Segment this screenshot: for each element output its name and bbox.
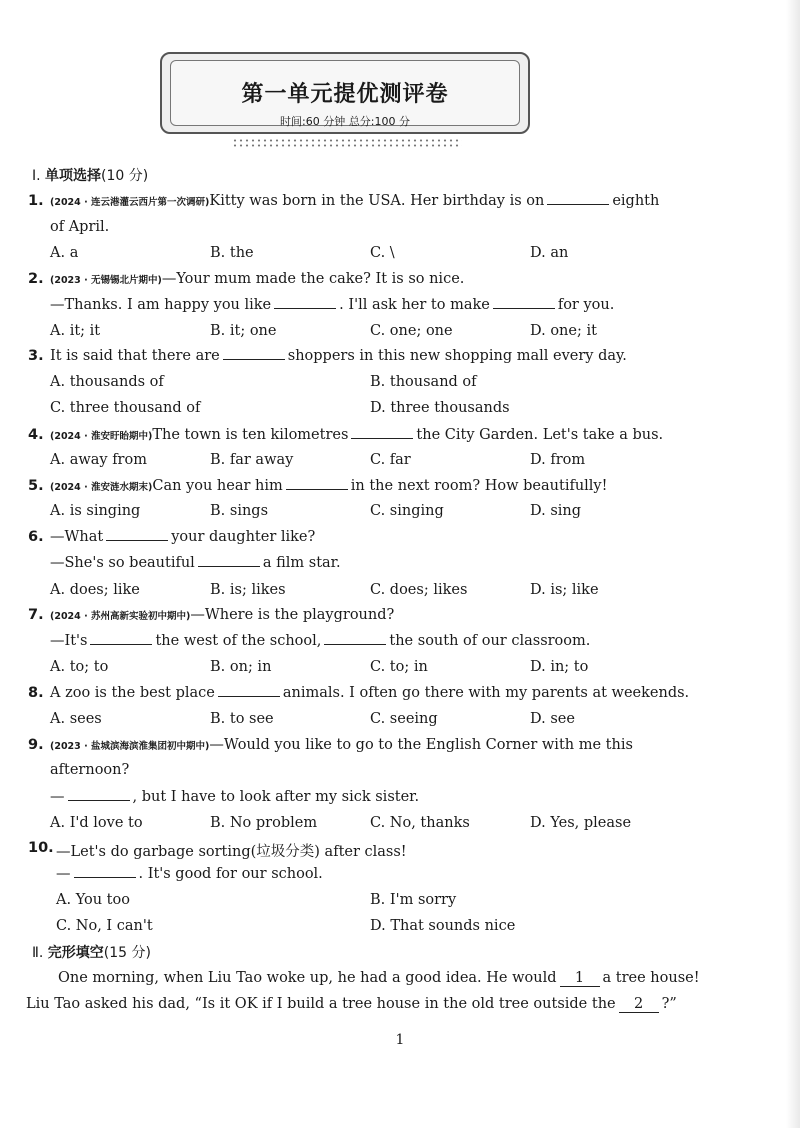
q8-blank[interactable] <box>218 695 280 697</box>
q9-blank[interactable] <box>68 799 130 801</box>
passage-line-2 <box>26 996 677 1013</box>
q2-option-d[interactable]: D. one; it <box>530 323 597 339</box>
q5-source: (2024 · 淮安涟水期末) <box>50 482 153 493</box>
q1-blank[interactable] <box>547 203 609 205</box>
decorative-dots <box>232 138 462 148</box>
q6-option-c[interactable]: C. does; likes <box>370 582 468 598</box>
q9-text: —Would you like to go to the English Corner with me this <box>209 737 633 753</box>
q2-line2 <box>50 297 614 313</box>
q9-text-a: — <box>50 789 65 805</box>
q10-text-a: — <box>56 866 71 882</box>
title-inner-frame <box>170 60 520 126</box>
passage-text-2b: ?” <box>661 996 677 1012</box>
q5-option-a[interactable]: A. is singing <box>50 503 141 519</box>
q7-source: (2024 · 苏州高新实验初中期中) <box>50 611 191 622</box>
q7-blank-2[interactable] <box>324 643 386 645</box>
q9-source: (2023 · 盐城滨海滨淮集团初中期中) <box>50 741 210 752</box>
q5-option-c[interactable]: C. singing <box>370 503 444 519</box>
q6-number: 6. <box>28 529 44 545</box>
q7-text-a: —It's <box>50 633 88 649</box>
q7-option-b[interactable]: B. on; in <box>210 659 272 675</box>
q4-text-b: the City Garden. Let's take a bus. <box>416 427 664 443</box>
passage-text-1a: One morning, when Liu Tao woke up, he had a good idea. He would <box>58 970 557 986</box>
q2-number: 2. <box>28 271 44 287</box>
q1-number: 1. <box>28 193 44 209</box>
section-2-score: (15 分) <box>103 945 151 961</box>
q7-option-a[interactable]: A. to; to <box>50 659 109 675</box>
q8-text-b: animals. I often go there with my parents at weekends. <box>282 685 690 701</box>
q6-blank-2[interactable] <box>198 565 260 567</box>
page-number: 1 <box>395 1032 405 1048</box>
q2-line1 <box>50 271 464 287</box>
q2-option-c[interactable]: C. one; one <box>370 323 453 339</box>
q6-text-b: your daughter like? <box>171 529 316 545</box>
q8-option-b[interactable]: B. to see <box>210 711 274 727</box>
q9-line2: afternoon? <box>50 762 130 778</box>
q7-text-b: the west of the school, <box>155 633 322 649</box>
q1-option-b[interactable]: B. the <box>210 245 254 261</box>
q10-line2 <box>56 866 323 882</box>
q6-text-c: —She's so beautiful <box>50 555 195 571</box>
passage-text-1b: a tree house! <box>602 970 700 986</box>
section-1-heading <box>32 165 148 185</box>
time-score-info: 时间:60 分钟 总分:100 分 <box>280 115 410 128</box>
q4-blank[interactable] <box>351 437 413 439</box>
q5-number: 5. <box>28 478 44 494</box>
q8-option-c[interactable]: C. seeing <box>370 711 438 727</box>
q4-line1 <box>50 427 663 443</box>
q1-option-a[interactable]: A. a <box>50 245 79 261</box>
q2-text-a: —Thanks. I am happy you like <box>50 297 272 313</box>
section-2-heading <box>32 942 151 962</box>
q10-option-a[interactable]: A. You too <box>56 892 130 908</box>
q1-source: (2024 · 连云港灌云西片第一次调研) <box>50 197 210 208</box>
q6-option-a[interactable]: A. does; like <box>50 582 140 598</box>
q6-option-b[interactable]: B. is; likes <box>210 582 286 598</box>
q3-blank[interactable] <box>223 358 285 360</box>
q2-text-c: for you. <box>557 297 615 313</box>
q9-option-a[interactable]: A. I'd love to <box>50 815 143 831</box>
q7-line2 <box>50 633 590 649</box>
passage-blank-1[interactable]: 1 <box>560 970 600 987</box>
q3-line1 <box>50 348 627 364</box>
q8-option-d[interactable]: D. see <box>530 711 575 727</box>
q1-text-a: Kitty was born in the USA. Her birthday is on <box>209 193 545 209</box>
q3-number: 3. <box>28 348 44 364</box>
q5-option-d[interactable]: D. sing <box>530 503 582 519</box>
q10-line1: —Let's do garbage sorting(垃圾分类) after class! <box>56 844 407 860</box>
q3-option-b[interactable]: B. thousand of <box>370 374 477 390</box>
q10-option-d[interactable]: D. That sounds nice <box>370 918 516 934</box>
q5-text-a: Can you hear him <box>152 478 283 494</box>
q4-text-a: The town is ten kilometres <box>152 427 349 443</box>
q5-text-b: in the next room? How beautifully! <box>350 478 608 494</box>
q8-text-a: A zoo is the best place <box>50 685 215 701</box>
q1-option-c[interactable]: C. \ <box>370 245 395 261</box>
q9-line1 <box>50 737 633 753</box>
q7-blank-1[interactable] <box>90 643 152 645</box>
q10-option-c[interactable]: C. No, I can't <box>56 918 153 934</box>
section-1-score: (10 分) <box>101 168 149 184</box>
q2-option-a[interactable]: A. it; it <box>50 323 101 339</box>
q1-line2: of April. <box>50 219 110 235</box>
q6-option-d[interactable]: D. is; like <box>530 582 599 598</box>
q4-source: (2024 · 淮安盱眙期中) <box>50 431 153 442</box>
q2-source: (2023 · 无锡锡北片期中) <box>50 275 162 286</box>
q5-line1 <box>50 478 607 494</box>
q6-text-d: a film star. <box>262 555 341 571</box>
q3-text-a: It is said that there are <box>50 348 220 364</box>
q5-option-b[interactable]: B. sings <box>210 503 269 519</box>
q9-option-b[interactable]: B. No problem <box>210 815 318 831</box>
q1-text-b: eighth <box>612 193 660 209</box>
q7-text-c: the south of our classroom. <box>389 633 591 649</box>
section-1-label: Ⅰ. <box>32 168 41 184</box>
q3-text-b: shoppers in this new shopping mall every day. <box>287 348 627 364</box>
page-edge-shadow <box>786 0 800 1128</box>
q8-line1 <box>50 685 689 701</box>
passage-blank-2[interactable]: 2 <box>619 996 659 1013</box>
q6-line2 <box>50 555 341 571</box>
q4-option-a[interactable]: A. away from <box>50 452 147 468</box>
q1-line1 <box>50 193 659 209</box>
title-box <box>160 52 530 134</box>
section-1-name: 单项选择 <box>45 168 102 184</box>
q8-number: 8. <box>28 685 44 701</box>
page-title: 第一单元提优测评卷 <box>241 82 449 107</box>
q4-option-b[interactable]: B. far away <box>210 452 294 468</box>
q2-text: —Your mum made the cake? It is so nice. <box>161 271 465 287</box>
q2-option-b[interactable]: B. it; one <box>210 323 277 339</box>
q9-option-d[interactable]: D. Yes, please <box>530 815 632 831</box>
q6-blank-1[interactable] <box>106 539 168 541</box>
q4-option-d[interactable]: D. from <box>530 452 586 468</box>
q9-option-c[interactable]: C. No, thanks <box>370 815 470 831</box>
q9-number: 9. <box>28 737 44 753</box>
section-2-name: 完形填空 <box>47 945 104 961</box>
q5-blank[interactable] <box>286 488 348 490</box>
q4-option-c[interactable]: C. far <box>370 452 411 468</box>
passage-text-2a: Liu Tao asked his dad, “Is it OK if I build a tree house in the old tree outside the <box>26 996 616 1012</box>
q4-number: 4. <box>28 427 44 443</box>
passage-line-1 <box>58 970 700 987</box>
q9-text-b: , but I have to look after my sick sister. <box>132 789 420 805</box>
q7-option-d[interactable]: D. in; to <box>530 659 589 675</box>
q2-blank-2[interactable] <box>493 307 555 309</box>
section-2-label: Ⅱ. <box>32 945 44 961</box>
q10-number: 10. <box>28 840 54 856</box>
q10-option-b[interactable]: B. I'm sorry <box>370 892 457 908</box>
q3-option-c[interactable]: C. three thousand of <box>50 400 201 416</box>
q6-text-a: —What <box>50 529 104 545</box>
q9-line3 <box>50 789 419 805</box>
q7-option-c[interactable]: C. to; in <box>370 659 428 675</box>
q2-text-b: . I'll ask her to make <box>339 297 490 313</box>
q3-option-d[interactable]: D. three thousands <box>370 400 510 416</box>
q8-option-a[interactable]: A. sees <box>50 711 102 727</box>
q7-text: —Where is the playground? <box>190 607 395 623</box>
q2-blank-1[interactable] <box>274 307 336 309</box>
q7-number: 7. <box>28 607 44 623</box>
q6-line1 <box>50 529 315 545</box>
q10-text-b: . It's good for our school. <box>138 866 323 882</box>
q7-line1 <box>50 607 394 623</box>
q3-option-a[interactable]: A. thousands of <box>50 374 164 390</box>
q10-blank[interactable] <box>74 876 136 878</box>
q1-option-d[interactable]: D. an <box>530 245 569 261</box>
